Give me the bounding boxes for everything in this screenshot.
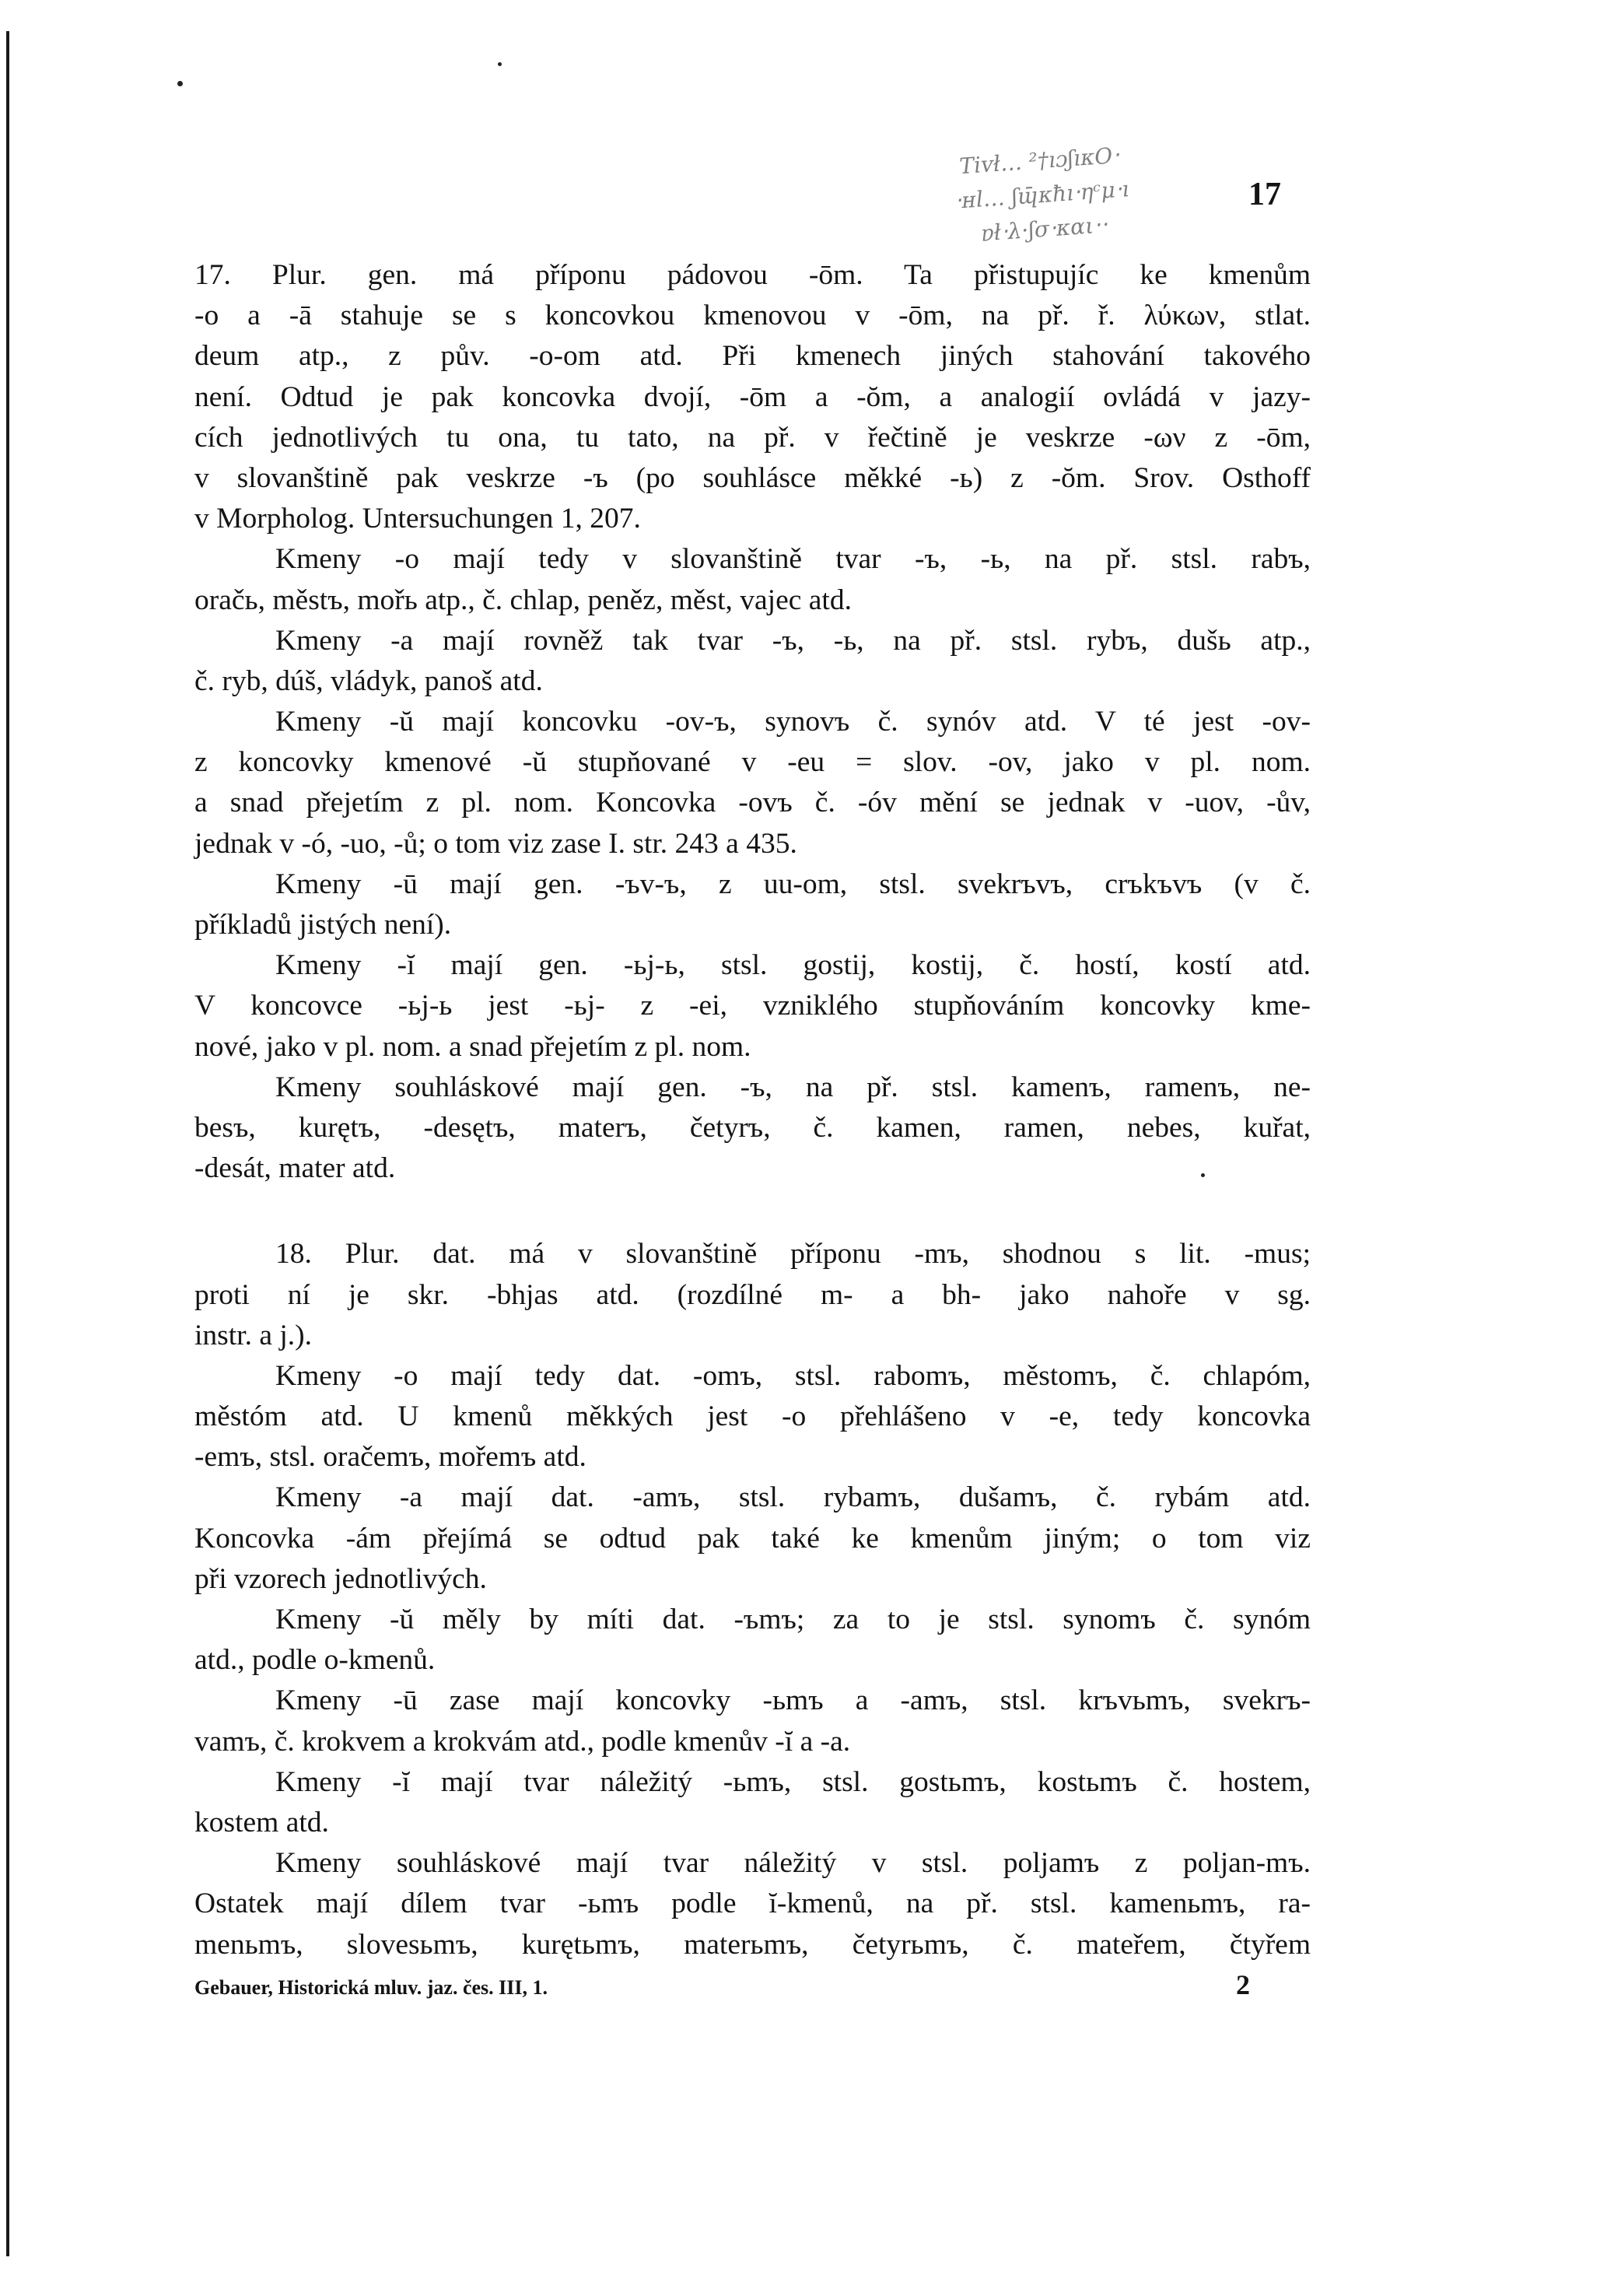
text-line: v Morpholog. Untersuchungen 1, 207. [194, 503, 641, 535]
text-line: menьmъ, slovesьmъ, kurętьmъ, materьmъ, četyrьmъ, č. mateřem, čtyřem [194, 1928, 1311, 1961]
text-line: Kmeny -a mají rovněž tak tvar -ъ, -ь, na př. stsl. rybъ, dušь atp., [275, 624, 1311, 657]
page-edge [6, 31, 9, 2256]
footer-source: Gebauer, Historická mluv. jaz. čes. III, 1. [194, 1976, 548, 1999]
text-line: cích jednotlivých tu ona, tu tato, na př. v řečtině je veskrze -ων z -ōm, [194, 421, 1311, 454]
text-line: při vzorech jednotlivých. [194, 1562, 487, 1595]
text-line: a snad přejetím z pl. nom. Koncovka -ovъ č. -óv mění se jednak v -uov, -ův, [194, 787, 1311, 819]
signature-mark: 2 [1236, 1969, 1250, 2000]
text-line: z koncovky kmenové -ŭ stupňované v -eu = slov. -ov, jako v pl. nom. [194, 746, 1311, 779]
text-line: Kmeny -ŭ měly by míti dat. -ъmъ; za to je stsl. synomъ č. synóm [275, 1604, 1311, 1635]
text-line: -desát, mater atd. [194, 1152, 396, 1185]
text-line: Kmeny -ĭ mají tvar náležitý -ьmъ, stsl. gostьmъ, kostьmъ č. hostem, [275, 1765, 1311, 1798]
ink-speck [498, 62, 502, 66]
text-line: v slovanštině pak veskrze -ъ (po souhlásce měkké -ь) z -ŏm. Srov. Osthoff [194, 461, 1311, 494]
text-line: 17. Plur. gen. má příponu pádovou -ōm. Ta přistupujíc ke kmenům [194, 259, 1311, 291]
text-line: 18. Plur. dat. má v slovanštině příponu -mъ, shodnou s lit. -mus; [275, 1238, 1311, 1271]
section-gap [194, 1189, 1311, 1234]
text-line: příkladů jistých není). [194, 909, 452, 941]
text-line: -o a -ā stahuje se s koncovkou kmenovou v -ōm, na př. ř. λύκων, stlat. [194, 300, 1311, 332]
text-line: Ostatek mají dílem tvar -ьmъ podle ĭ-kmenů, na př. stsl. kamenьmъ, ra- [194, 1888, 1311, 1920]
body-text [194, 255, 1311, 1965]
text-line: Kmeny souhláskové mají tvar náležitý v stsl. poljamъ z poljan-mъ. [275, 1847, 1311, 1880]
text-line: besъ, kurętъ, -desętъ, materъ, četyrъ, č. kamen, ramen, nebes, kuřat, [194, 1111, 1311, 1144]
text-line: deum atp., z pův. -o-om atd. Při kmenech jiných stahování takového [194, 340, 1311, 373]
text-line: nové, jako v pl. nom. a snad přejetím z pl. nom. [194, 1030, 751, 1063]
text-line: oračь, městъ, mořь atp., č. chlap, peněz, měst, vajec atd. [194, 584, 852, 616]
text-line: vamъ, č. krokvem a krokvám atd., podle kmenův -ĭ a -a. [194, 1725, 851, 1758]
handwritten-note-line: ‧ʜl… ʃɰ̄κħı‧ηᶜμ‧ı [954, 176, 1130, 214]
text-line: Kmeny -o mají tedy dat. -omъ, stsl. rabomъ, městomъ, č. chlapóm, [275, 1359, 1311, 1392]
text-line: městóm atd. U kmenů měkkých jest -o přehlášeno v -e, tedy koncovka [194, 1400, 1311, 1433]
section-plur-gen [194, 255, 1311, 1189]
text-line: proti ní je skr. -bhjas atd. (rozdílné m- a bh- jako nahoře v sg. [194, 1278, 1311, 1311]
text-line: Kmeny -a mají dat. -amъ, stsl. rybamъ, dušamъ, č. rybám atd. [275, 1481, 1311, 1514]
text-line: Kmeny -ū zase mají koncovky -ьmъ a -amъ, stsl. krъvьmъ, svekrъ- [275, 1684, 1311, 1717]
text-line: Kmeny -ŭ mají koncovku -ov-ъ, synovъ č. synóv atd. V té jest -ov- [275, 706, 1311, 738]
text-line: kostem atd. [194, 1806, 329, 1839]
text-line: Kmeny -ū mají gen. -ъv-ъ, z uu-om, stsl. svekrъvъ, crъkъvъ (v č. [275, 868, 1311, 900]
text-line: č. ryb, dúš, vládyk, panoš atd. [194, 664, 543, 697]
text-line: Kmeny -o mají tedy v slovanštině tvar -ъ, -ь, na př. stsl. rabъ, [275, 543, 1311, 576]
text-line: není. Odtud je pak koncovka dvojí, -ōm a -ŏm, a analogií ovládá v jazy- [194, 380, 1311, 413]
page-number: 17 [1248, 177, 1281, 212]
handwritten-note [844, 131, 1240, 275]
text-line: V koncovce -ьj-ь jest -ьj- z -ei, vzniklého stupňováním koncovky kme- [194, 990, 1311, 1022]
text-line: Koncovka -ám přejímá se odtud pak také ke kmenům jiným; o tom viz [194, 1522, 1311, 1555]
handwritten-note-line: ɐł‧λ·ʃσ‧και‧‧ [979, 212, 1108, 247]
handwritten-note-line: Tiᴠł… ²†ıɔʃıκO‧ [958, 142, 1121, 180]
text-line: Kmeny -ĭ mají gen. -ьj-ь, stsl. gostij, kostij, č. hostí, kostí atd. [275, 949, 1311, 982]
text-line: instr. a j.). [194, 1319, 313, 1351]
text-line: Kmeny souhláskové mají gen. -ъ, na př. stsl. kamenъ, ramenъ, ne- [275, 1071, 1311, 1103]
text-line: atd., podle o-kmenů. [194, 1644, 436, 1677]
section-plur-dat [194, 1234, 1311, 1965]
text-line: -emъ, stsl. oračemъ, mořemъ atd. [194, 1441, 586, 1474]
ink-speck [177, 81, 183, 86]
footer [194, 1969, 1311, 2000]
text-line: jednak v -ó, -uo, -ů; o tom viz zase I. str. 243 a 435. [194, 827, 797, 860]
